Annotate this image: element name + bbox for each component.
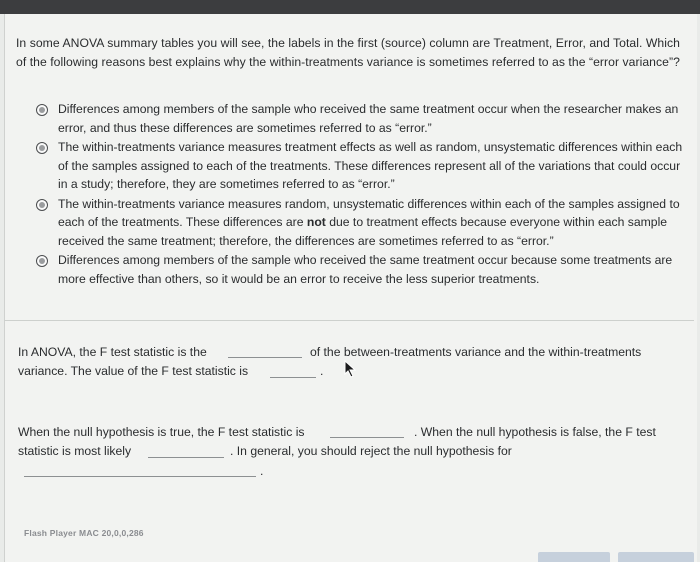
- fill2-text-4: . In general, you should reject the null hypothesis for: [230, 444, 512, 458]
- fill1-text-3: variance. The value of the F test statistic is: [18, 364, 249, 378]
- bottom-button-left[interactable]: [538, 552, 610, 562]
- option-2-label: The within-treatments variance measures treatment effects as well as random, unsystematic differences within each of the samples assigned to each of the treatments. These differences represent all of the variations that could occur in a study; therefore, they are sometimes referred to as “error.”: [58, 140, 683, 191]
- radio-button-3[interactable]: [36, 199, 48, 211]
- fill1-blank-1[interactable]: [228, 357, 302, 358]
- fill2-text-5: .: [260, 464, 264, 478]
- option-4-label: Differences among members of the sample who received the same treatment occur because some treatments are more effective than others, so it would be an error to receive the less superior treatments.: [58, 253, 673, 286]
- radio-button-1[interactable]: [36, 104, 48, 116]
- fill1-text-2: of the between-treatments variance and the within-treatments: [310, 345, 642, 359]
- question-text: In some ANOVA summary tables you will see, the labels in the first (source) column are Treatment, Error, and Total. Which of the following reasons best explains why the within-treatments variance is sometimes referred to as the “error variance”?: [16, 36, 680, 69]
- fill2-text-1: When the null hypothesis is true, the F test statistic is: [18, 425, 305, 439]
- option-1[interactable]: [36, 100, 686, 137]
- fill2-blank-2[interactable]: [148, 457, 224, 458]
- radio-button-4[interactable]: [36, 255, 48, 267]
- answer-options: [36, 100, 686, 289]
- flash-version-text: Flash Player MAC 20,0,0,286: [24, 528, 144, 538]
- fill1-blank-2[interactable]: [270, 377, 316, 378]
- option-4[interactable]: [36, 251, 686, 288]
- section-divider: [4, 320, 694, 321]
- radio-button-2[interactable]: [36, 142, 48, 154]
- fill2-text-2: . When the null hypothesis is false, the F test: [414, 425, 656, 439]
- option-3-label: The within-treatments variance measures random, unsystematic differences within each of the samples assigned to each of the treatments. These differences are not due to treatment effects because everyone within each sample received the same treatment; therefore, the differences are sometimes referred to as “error.”: [58, 196, 680, 248]
- top-bar: [0, 0, 700, 14]
- fill1-text-1: In ANOVA, the F test statistic is the: [18, 345, 207, 359]
- fill2-text-3: statistic is most likely: [18, 444, 132, 458]
- option-1-label: Differences among members of the sample who received the same treatment occur when the researcher makes an error, and thus these differences are sometimes referred to as “error.”: [58, 102, 679, 135]
- option-3[interactable]: [36, 195, 686, 251]
- fill2-blank-1[interactable]: [330, 437, 404, 438]
- option-2[interactable]: [36, 138, 686, 194]
- bottom-button-right[interactable]: [618, 552, 694, 562]
- fill1-text-4: .: [320, 364, 324, 378]
- fill2-blank-3[interactable]: [24, 476, 256, 477]
- mouse-cursor-icon: [344, 360, 358, 378]
